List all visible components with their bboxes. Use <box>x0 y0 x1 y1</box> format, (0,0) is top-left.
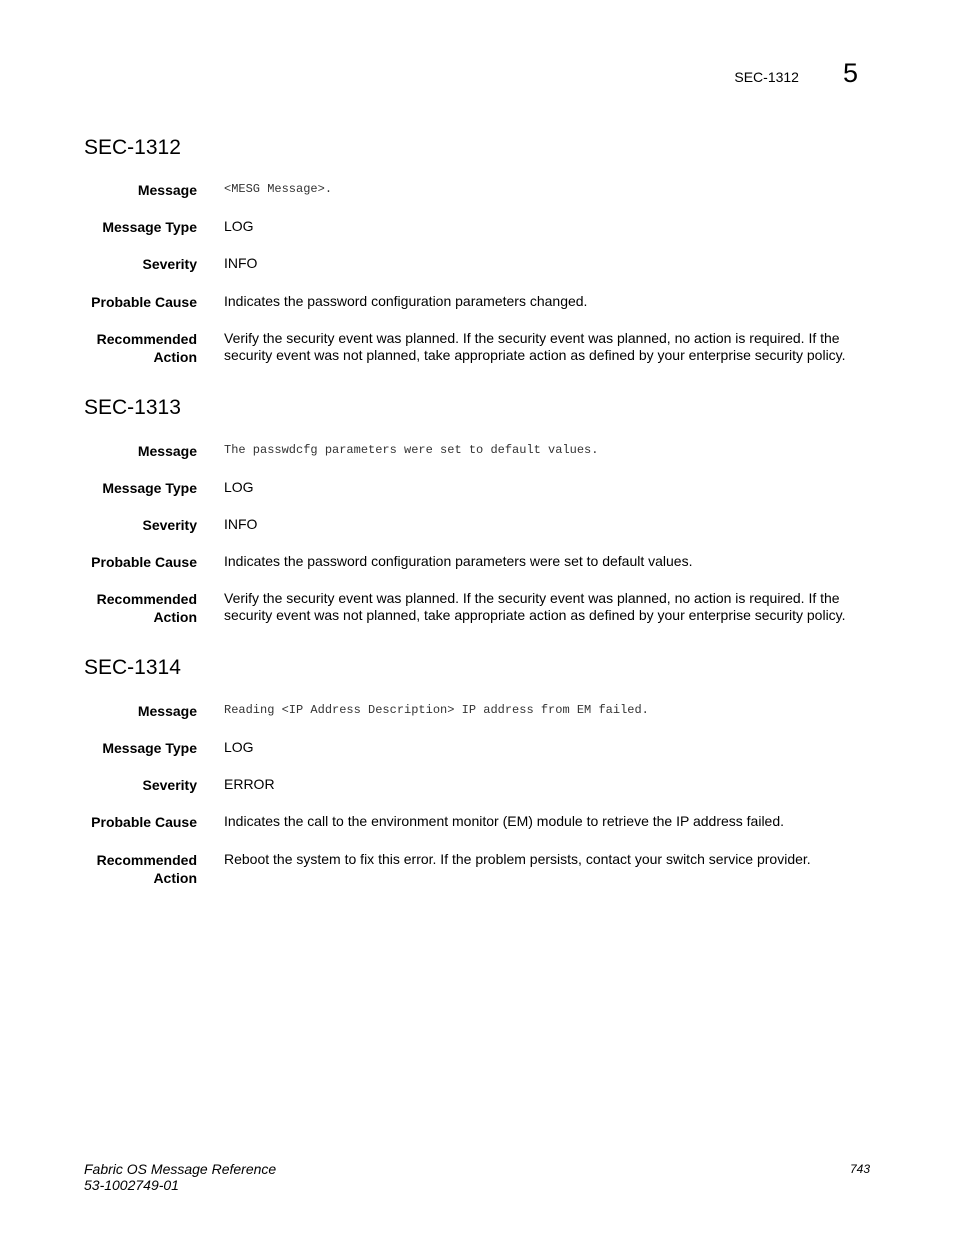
field-label: Message Type <box>102 219 197 235</box>
field-label: Message <box>137 182 197 198</box>
message-type-value: LOG <box>224 739 254 755</box>
section-title: SEC-1314 <box>84 656 181 679</box>
message-text: <MESG Message>. <box>224 182 333 196</box>
action-text-line: security event was not planned, take appropriate action as defined by your enterprise security policy. <box>224 347 846 363</box>
message-section-sec-1312 <box>84 135 874 365</box>
action-text-line: Reboot the system to fix this error. If the problem persists, contact your switch service provider. <box>224 851 811 867</box>
footer-document-number: 53-1002749-01 <box>84 1177 179 1193</box>
probable-cause-text: Indicates the password configuration parameters were set to default values. <box>224 553 693 569</box>
action-text-line: Verify the security event was planned. If the security event was planned, no action is required. If the <box>224 590 840 606</box>
field-label: Probable Cause <box>91 814 197 830</box>
field-label-line: Recommended <box>96 852 197 868</box>
field-label-line: Recommended <box>96 591 197 607</box>
section-title: SEC-1312 <box>84 136 181 159</box>
field-label <box>84 590 197 626</box>
probable-cause-text: Indicates the password configuration parameters changed. <box>224 293 588 309</box>
recommended-action-text <box>224 330 864 364</box>
message-section-sec-1313 <box>84 395 874 625</box>
footer-page-number: 743 <box>849 1162 870 1176</box>
field-label-line: Action <box>153 349 197 365</box>
running-header <box>734 58 858 88</box>
field-label <box>84 851 197 887</box>
severity-value: ERROR <box>224 776 275 792</box>
recommended-action-text <box>224 590 864 624</box>
field-label: Message <box>137 443 197 459</box>
field-label: Probable Cause <box>91 554 197 570</box>
message-type-value: LOG <box>224 479 254 495</box>
message-text: The passwdcfg parameters were set to default values. <box>224 443 599 457</box>
field-label-line: Recommended <box>96 331 197 347</box>
field-label <box>84 330 197 366</box>
action-text-line: Verify the security event was planned. If the security event was planned, no action is required. If the <box>224 330 840 346</box>
field-label: Probable Cause <box>91 294 197 310</box>
field-label-line: Action <box>153 609 197 625</box>
section-title: SEC-1313 <box>84 396 181 419</box>
field-label: Severity <box>142 777 197 793</box>
field-label: Message Type <box>102 480 197 496</box>
action-text-line: security event was not planned, take appropriate action as defined by your enterprise security policy. <box>224 607 846 623</box>
recommended-action-text <box>224 851 864 868</box>
field-label: Severity <box>142 256 197 272</box>
severity-value: INFO <box>224 516 258 532</box>
field-label: Message <box>137 703 197 719</box>
field-label: Severity <box>142 517 197 533</box>
header-message-code: SEC-1312 <box>734 69 799 85</box>
message-section-sec-1314 <box>84 655 874 886</box>
footer-document-title: Fabric OS Message Reference <box>84 1161 277 1177</box>
field-label-line: Action <box>153 870 197 886</box>
chapter-number: 5 <box>842 58 858 88</box>
message-type-value: LOG <box>224 218 254 234</box>
footer-document-info <box>84 1161 276 1193</box>
field-label: Message Type <box>102 740 197 756</box>
probable-cause-text: Indicates the call to the environment monitor (EM) module to retrieve the IP address failed. <box>224 813 785 829</box>
severity-value: INFO <box>224 255 258 271</box>
message-text: Reading <IP Address Description> IP address from EM failed. <box>224 703 649 717</box>
